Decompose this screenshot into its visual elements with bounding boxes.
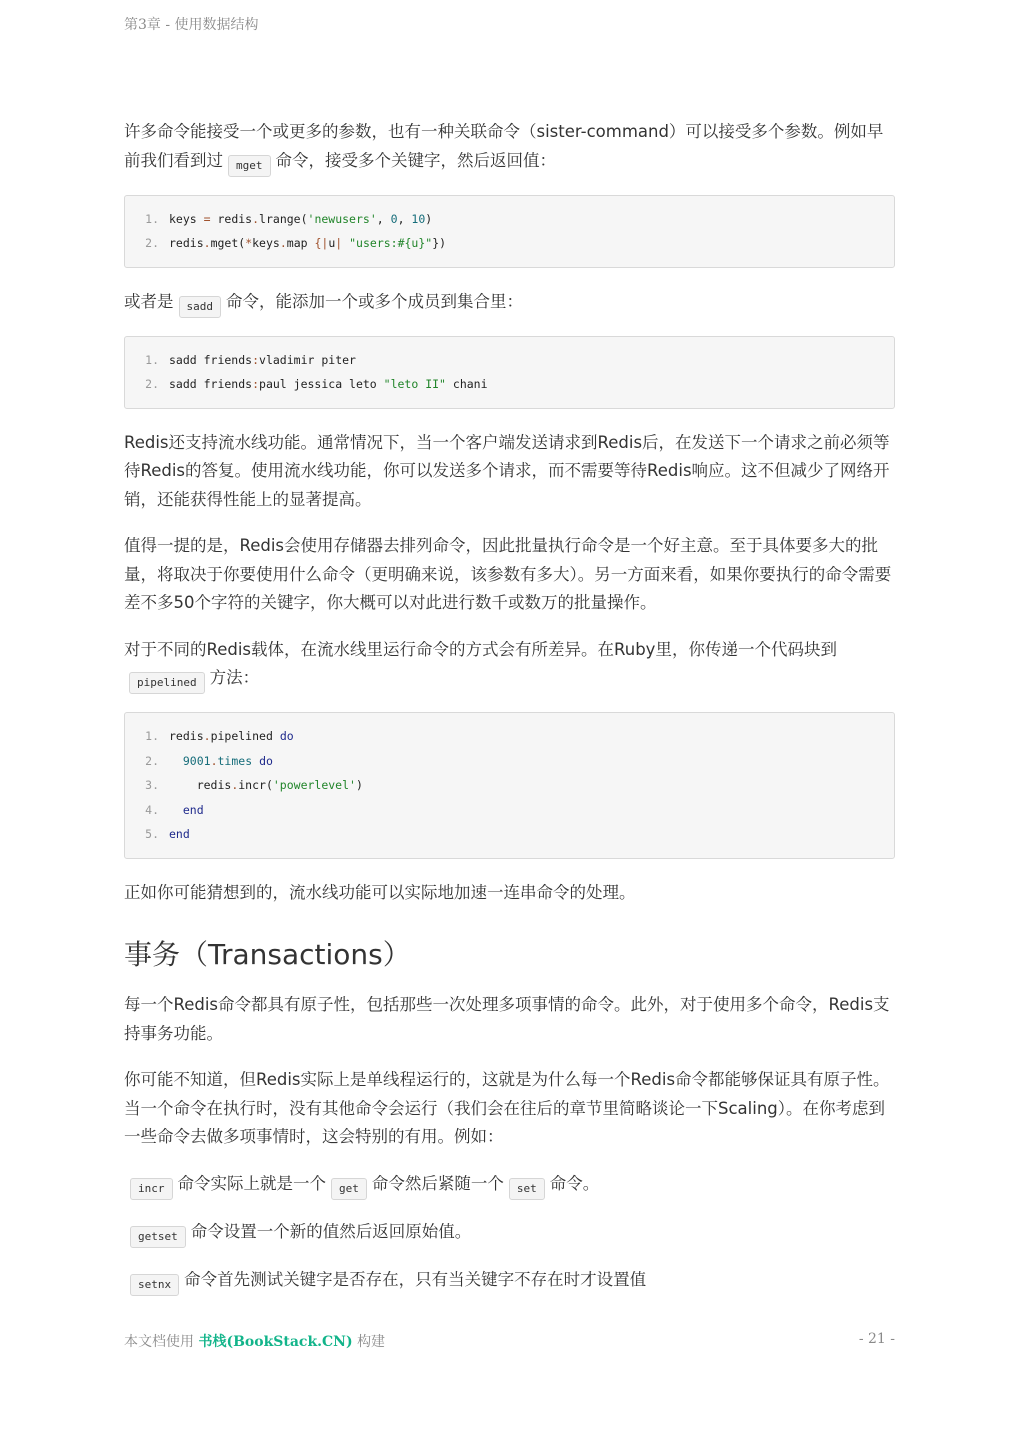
- code-token: 'powerlevel': [272, 778, 356, 792]
- code-line: [125, 231, 894, 256]
- code-token: redis: [210, 211, 253, 226]
- inline-code-get: get: [331, 1178, 367, 1200]
- paragraph-text: 方法：: [209, 668, 260, 687]
- paragraph-pipelining: Redis还支持流水线功能。通常情况下，当一个客户端发送请求到Redis后，在发送下一个请求之前必须等待Redis的答复。使用流水线功能，你可以发送多个请求，而不需要等待Redis响应。这不但减少了网络开销，还能获得性能上的显著提高。: [124, 432, 890, 509]
- code-token: ): [355, 778, 363, 792]
- paragraph-text: 许多命令能接受一个或更多的参数，也有一种关联命令（sister-command）可以接受多个参数。例如早前我们看到过: [124, 122, 884, 170]
- inline-code-set: set: [509, 1178, 545, 1200]
- line-number: 2.: [145, 236, 159, 250]
- list-item-text: 命令首先测试关键字是否存在，只有当关键字不存在时才设置值: [184, 1269, 647, 1289]
- code-line: [125, 773, 894, 798]
- code-token: "leto II": [383, 377, 446, 391]
- code-line: [125, 749, 894, 774]
- code-token: redis: [169, 236, 204, 250]
- code-token: mget(: [210, 236, 246, 250]
- inline-code-setnx: setnx: [130, 1274, 179, 1296]
- page-footer: [124, 1331, 895, 1351]
- page-number: - 21 -: [858, 1331, 895, 1347]
- code-token: do: [259, 753, 273, 768]
- code-line: [125, 798, 894, 823]
- inline-code-sadd: sadd: [179, 296, 222, 318]
- code-token: paul jessica leto: [259, 377, 384, 391]
- list-item-text: 命令实际上就是一个: [177, 1173, 326, 1193]
- code-token: .: [210, 753, 218, 768]
- code-token: keys: [169, 211, 204, 226]
- line-number: 2.: [145, 753, 159, 768]
- code-token: [169, 754, 183, 768]
- list-item-text: 命令设置一个新的值然后返回原始值。: [190, 1221, 472, 1241]
- code-token: map: [286, 236, 315, 250]
- code-token: {|: [314, 236, 329, 250]
- paragraph-batch: 值得一提的是，Redis会使用存储器去排列命令，因此批量执行命令是一个好主意。至于具体要多大的批量，将取决于你要使用什么命令（更明确来说，该参数有多大）。另一方面来看，如果你要执行的命令需要差不多50个字符的关键字，你大概可以对此进行数千或数万的批量操作。: [124, 536, 892, 612]
- code-token: end: [169, 827, 190, 841]
- code-line: [125, 822, 894, 847]
- code-token: ,: [397, 211, 412, 226]
- code-line: [125, 207, 894, 232]
- main-content: [124, 118, 895, 1314]
- list-item-text: 命令。: [549, 1173, 600, 1193]
- code-block-sadd: [124, 336, 895, 409]
- code-token: |: [335, 236, 350, 250]
- code-token: 'newusers': [307, 211, 377, 226]
- paragraph-sadd: [124, 288, 895, 318]
- code-token: .: [279, 236, 287, 250]
- code-token: ,: [376, 211, 391, 226]
- code-token: :: [252, 377, 260, 391]
- code-token: do: [279, 729, 294, 743]
- inline-code-mget: mget: [228, 155, 271, 177]
- code-token: "users:#{u}": [349, 236, 433, 250]
- code-token: chani: [445, 377, 488, 391]
- code-token: keys: [252, 236, 280, 250]
- code-token: end: [182, 802, 204, 817]
- line-number: 4.: [145, 802, 159, 817]
- code-token: sadd friends: [169, 352, 253, 367]
- code-token: lrange(: [259, 211, 308, 226]
- list-item-incr: [130, 1170, 895, 1200]
- footer-prefix: 本文档使用: [124, 1334, 194, 1350]
- paragraph-pipeline-speed: 正如你可能猜想到的，流水线功能可以实际地加速一连串命令的处理。: [124, 882, 636, 902]
- code-token: :: [252, 352, 260, 367]
- code-token: }): [432, 236, 447, 250]
- code-token: .: [231, 778, 239, 792]
- paragraph-text: 命令，能添加一个或多个成员到集合里：: [226, 291, 523, 311]
- inline-code-pipelined: pipelined: [129, 672, 205, 694]
- paragraph-text: 对于不同的Redis载体，在流水线里运行命令的方式会有所差异。在Ruby里，你传递一个代码块到: [124, 639, 837, 659]
- paragraph-multi-args: [124, 118, 895, 177]
- line-number: 2.: [145, 377, 159, 391]
- code-token: redis: [169, 778, 232, 792]
- code-token: redis: [169, 729, 204, 743]
- code-token: *: [245, 236, 253, 250]
- line-number: 1.: [145, 352, 159, 367]
- code-token: [169, 803, 183, 817]
- code-token: 9001: [182, 753, 211, 768]
- line-number: 1.: [145, 729, 159, 743]
- code-block-pipelined: [124, 712, 895, 859]
- chapter-header: 第3章 - 使用数据结构: [124, 17, 259, 33]
- code-token: .: [203, 236, 211, 250]
- paragraph-atomic: 每一个Redis命令都具有原子性，包括那些一次处理多项事情的命令。此外，对于使用多个命令，Redis支持事务功能。: [124, 995, 890, 1043]
- line-number: 3.: [145, 778, 159, 792]
- paragraph-text: 命令，接受多个关键字，然后返回值：: [275, 150, 556, 170]
- code-line: [125, 724, 894, 749]
- code-token: sadd friends: [169, 377, 253, 391]
- inline-code-getset: getset: [130, 1226, 186, 1248]
- code-token: .: [252, 211, 260, 226]
- line-number: 5.: [145, 827, 159, 841]
- code-token: 0: [390, 211, 398, 226]
- list-item-setnx: [130, 1266, 895, 1296]
- code-token: times: [217, 753, 253, 768]
- paragraph-text: 或者是: [124, 291, 174, 311]
- code-token: .: [203, 729, 211, 743]
- code-token: u: [328, 236, 336, 250]
- code-token: ): [425, 211, 433, 226]
- section-title-transactions: 事务（Transactions）: [124, 938, 411, 971]
- code-line: [125, 348, 894, 373]
- paragraph-ruby-pipelined: [124, 636, 895, 695]
- footer-suffix: 构建: [357, 1334, 386, 1350]
- code-token: vladimir piter: [259, 352, 356, 367]
- paragraph-single-thread: 你可能不知道，但Redis实际上是单线程运行的，这就是为什么每一个Redis命令都能够保证具有原子性。当一个命令在执行时，没有其他命令会运行（我们会在往后的章节里简略谈论一下Scaling）。在你考虑到一些命令去做多项事情时，这会特别的有用。例如：: [124, 1070, 890, 1146]
- code-token: 10: [411, 211, 426, 226]
- code-block-mget: [124, 195, 895, 268]
- inline-code-incr: incr: [130, 1178, 173, 1200]
- code-token: =: [203, 211, 211, 226]
- line-number: 1.: [145, 211, 159, 226]
- code-token: pipelined: [210, 729, 280, 743]
- code-line: [125, 372, 894, 397]
- list-item-getset: [130, 1218, 895, 1248]
- list-item-text: 命令然后紧随一个: [371, 1173, 504, 1193]
- footer-brand-link[interactable]: 书栈(BookStack.CN): [198, 1334, 353, 1350]
- code-token: incr(: [238, 778, 273, 792]
